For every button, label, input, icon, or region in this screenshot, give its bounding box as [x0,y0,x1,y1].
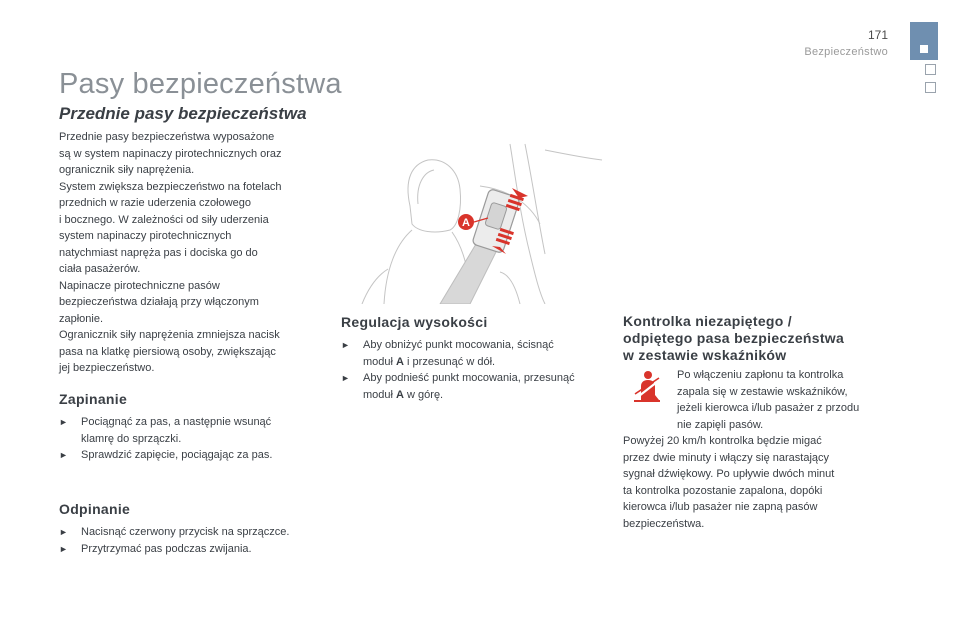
intro-line: Ogranicznik siły naprężenia zmniejsza nacisk [59,329,280,341]
intro-line: bezpieczeństwa działają przy włączonym [59,296,259,308]
arrow-bullet-icon: ► [59,527,68,537]
zapinanie-heading: Zapinanie [59,391,128,407]
text-line: zapala się w zestawie wskaźników, [677,385,848,398]
section-subtitle: Przednie pasy bezpieczeństwa [59,104,307,123]
chapter-tab-active[interactable] [910,22,938,60]
text-line: Powyżej 20 km/h kontrolka będzie migać [623,435,822,447]
text-line: nie zapięli pasów. [677,418,764,431]
intro-line: Przednie pasy bezpieczeństwa wyposażone [59,131,275,143]
item-line [363,354,609,371]
tab-marker [920,45,928,53]
text-line: przez dwie minuty i włączy się narastający [623,451,830,464]
text-line: ta kontrolka pozostanie zapalona, dopóki [623,484,823,497]
odpinanie-list [59,524,339,557]
item-line: Sprawdzić zapięcie, pociągając za pas. [81,449,273,461]
text-line: bezpieczeństwa. [623,517,705,530]
zapinanie-list [59,414,329,464]
chapter-tab-2[interactable] [925,64,936,75]
item-line: klamrę do sprzączki. [81,432,182,445]
intro-line: są w system napinaczy pirotechnicznych oraz [59,147,282,160]
text-part: moduł [363,388,397,401]
list-item [59,447,329,464]
intro-line: system napinaczy pirotechnicznych [59,230,232,242]
item-line: Nacisnąć czerwony przycisk na sprzączce. [81,526,290,538]
intro-line: System zwiększa bezpieczeństwo na fotelach [59,180,282,193]
module-label: A [396,355,404,368]
chapter-tab-3[interactable] [925,82,936,93]
page-title: Pasy bezpieczeństwa [59,68,342,100]
regulacja-list [341,337,609,403]
section-name: Bezpieczeństwo [804,46,888,58]
arrow-bullet-icon: ► [59,450,68,460]
odpinanie-heading: Odpinanie [59,501,131,517]
arrow-bullet-icon: ► [341,373,350,383]
item-line [363,387,609,404]
list-item [341,337,609,370]
text-line: sygnał dźwiękowy. Po upływie dwóch minut [623,468,835,480]
callout-label: A [462,217,470,229]
arrow-bullet-icon: ► [341,340,350,350]
text-line: jeżeli kierowca i/lub pasażer z przodu [677,402,860,414]
heading-line: w zestawie wskaźników [623,347,787,363]
item-line: Aby podnieść punkt mocowania, przesunąć [363,372,575,384]
intro-line: jej bezpieczeństwo. [59,362,155,374]
seatbelt-height-illustration [340,134,603,304]
list-item [59,541,339,558]
intro-line: i bocznego. W zależności od siły uderzenia [59,213,269,226]
text-part: i przesunąć w dół. [403,355,496,368]
list-item [341,370,609,403]
regulacja-heading: Regulacja wysokości [341,314,488,330]
list-item [59,414,329,447]
intro-paragraph [59,129,329,377]
list-item [59,524,339,541]
item-line: Przytrzymać pas podczas zwijania. [81,542,252,555]
intro-line: zapłonie. [59,312,104,325]
item-line: Aby obniżyć punkt mocowania, ścisnąć [363,339,554,351]
item-line: Pociągnąć za pas, a następnie wsunąć [81,416,272,428]
intro-line: pasa na klatkę piersiową osoby, zwiększając [59,345,276,358]
intro-line: ogranicznik siły naprężenia. [59,164,195,176]
intro-line: natychmiast napręża pas i dociska go do [59,246,258,259]
arrow-bullet-icon: ► [59,417,68,427]
heading-line: Kontrolka niezapiętego / [623,313,792,329]
intro-line: przednich w razie uderzenia czołowego [59,197,251,209]
text-part: w górę. [403,388,444,401]
heading-line: odpiętego pasa bezpieczeństwa [623,330,845,346]
intro-line: Napinacze pirotechniczne pasów [59,279,220,292]
page-number: 171 [867,28,888,42]
kontrolka-icon-text [677,367,907,433]
kontrolka-heading [623,313,844,364]
seatbelt-warning-icon [632,369,662,403]
intro-line: ciała pasażerów. [59,263,141,275]
kontrolka-paragraph [623,433,893,532]
text-part: moduł [363,355,397,368]
text-line: kierowca i/lub pasażer nie zapną pasów [623,501,818,513]
text-line: Po włączeniu zapłonu ta kontrolka [677,369,844,381]
module-label: A [396,388,404,401]
arrow-bullet-icon: ► [59,543,68,554]
